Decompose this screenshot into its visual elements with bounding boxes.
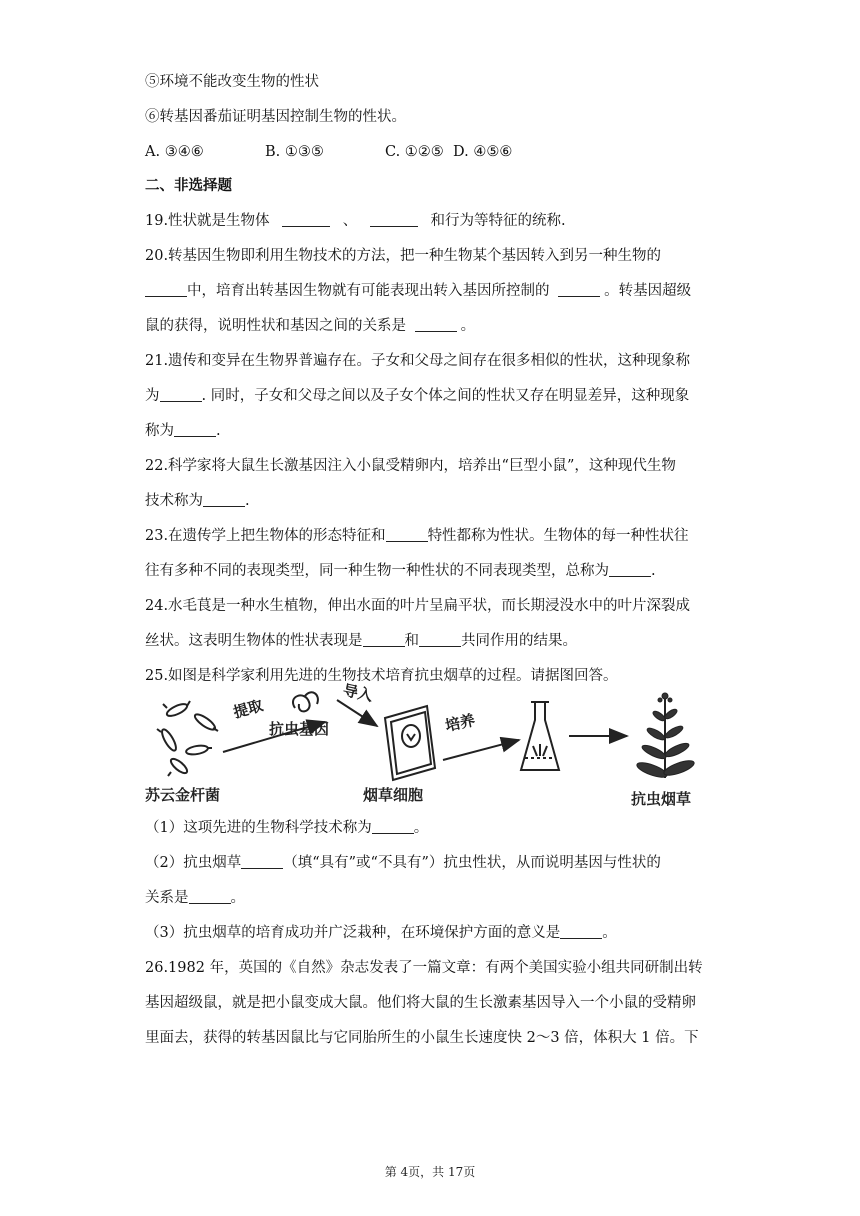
page-footer: 第 4页，共 17页 <box>384 1165 476 1179</box>
answer-blank[interactable] <box>189 888 231 904</box>
q20-text-3b: 。 <box>460 318 476 334</box>
question-19 <box>145 211 566 231</box>
answer-blank[interactable] <box>145 281 187 297</box>
q25-sub2-text: （2）抗虫烟草 <box>145 855 242 871</box>
q21-text-2a: 为 <box>145 388 160 404</box>
label-cell: 烟草细胞 <box>363 786 424 804</box>
answer-blank[interactable] <box>160 386 202 402</box>
q19-text-b: 、 <box>342 213 358 229</box>
q19-text-a: 19.性状就是生物体 <box>145 213 270 229</box>
tobacco-plant-icon <box>635 693 695 780</box>
q25-sub1-text: （1）这项先进的生物科学技术称为 <box>145 820 372 836</box>
q25-sub2-text-b: （填“具有”或“不具有”）抗虫性状，从而说明基因与性状的 <box>283 855 661 871</box>
answer-blank[interactable] <box>560 923 602 939</box>
q25-sub3-text: （3）抗虫烟草的培育成功并广泛栽种，在环境保护方面的意义是 <box>145 925 561 941</box>
question-24-line-1: 24.水毛茛是一种水生植物，伸出水面的叶片呈扁平状，而长期浸没水中的叶片深裂成 <box>145 598 691 614</box>
answer-blank[interactable] <box>415 316 457 332</box>
question-23-line-2 <box>145 561 656 581</box>
diagram-graphics <box>145 688 715 808</box>
answer-blank[interactable] <box>203 491 245 507</box>
label-extract: 提取 <box>231 696 266 722</box>
q22-text-2a: 技术称为 <box>145 493 203 509</box>
choice-c: C. ①②⑤ <box>385 144 444 160</box>
q19-text-c: 和行为等特征的统称. <box>430 213 566 229</box>
question-25-sub-2-cont <box>145 888 245 908</box>
option-item-6: ⑥转基因番茄证明基因控制生物的性状。 <box>145 109 406 125</box>
q21-text-3b: . <box>216 423 221 439</box>
tobacco-cell-icon <box>385 706 435 780</box>
choice-b: B. ①③⑤ <box>265 144 324 160</box>
question-21-line-2 <box>145 386 689 406</box>
q23-text-2b: . <box>651 563 656 579</box>
label-insert: 导入 <box>341 681 375 705</box>
q24-text-2a: 丝状。这表明生物体的性状表现是 <box>145 633 363 649</box>
q25-sub1-end: 。 <box>413 820 429 836</box>
question-26-line-3: 里面去，获得的转基因鼠比与它同胎所生的小鼠生长速度快 2～3 倍，体积大 1 倍。下 <box>145 1030 699 1046</box>
answer-blank[interactable] <box>419 631 461 647</box>
question-26-line-2: 基因超级鼠，就是把小鼠变成大鼠。他们将大鼠的生长激素基因导入一个小鼠的受精卵 <box>145 995 696 1011</box>
q25-sub2-text-c: 关系是 <box>145 890 189 906</box>
answer-blank[interactable] <box>558 281 600 297</box>
question-25-sub-1 <box>145 818 428 838</box>
answer-blank[interactable] <box>609 561 651 577</box>
bacteria-icon <box>157 701 218 776</box>
choice-a: A. ③④⑥ <box>145 144 204 160</box>
q23-text-1b: 特性都称为性状。生物体的每一种性状往 <box>427 528 689 544</box>
option-item-5: ⑤环境不能改变生物的性状 <box>145 74 319 90</box>
question-20-line-3 <box>145 316 475 336</box>
q20-text-2a: 中，培育出转基因生物就有可能表现出转入基因所控制的 <box>187 283 550 299</box>
label-gene: 抗虫基因 <box>269 720 330 738</box>
q21-text-3a: 称为 <box>145 423 174 439</box>
question-20-line-1: 20.转基因生物即利用生物技术的方法，把一种生物某个基因转入到另一种生物的 <box>145 248 662 264</box>
answer-blank[interactable] <box>363 631 405 647</box>
gene-icon <box>293 692 318 711</box>
question-25-stem: 25.如图是科学家利用先进的生物技术培育抗虫烟草的过程。请据图回答。 <box>145 668 618 684</box>
q24-text-2b: 和 <box>404 633 419 649</box>
tobacco-process-diagram <box>145 681 715 813</box>
answer-blank[interactable] <box>372 818 414 834</box>
question-22-line-1: 22.科学家将大鼠生长激基因注入小鼠受精卵内，培养出“巨型小鼠”，这种现代生物 <box>145 458 676 474</box>
label-culture: 培养 <box>443 711 477 735</box>
answer-blank[interactable] <box>386 526 428 542</box>
question-21-line-1: 21.遗传和变异在生物界普遍存在。子女和父母之间存在很多相似的性状，这种现象称 <box>145 353 691 369</box>
answer-blank[interactable] <box>241 853 283 869</box>
question-25-sub-2 <box>145 853 661 873</box>
question-26-line-1: 26.1982 年，英国的《自然》杂志发表了一篇文章：有两个美国实验小组共同研制出转 <box>145 960 703 976</box>
question-23-line-1 <box>145 526 689 546</box>
q23-text-1a: 23.在遗传学上把生物体的形态特征和 <box>145 528 386 544</box>
choice-d: D. ④⑤⑥ <box>453 144 513 160</box>
label-source: 苏云金杆菌 <box>145 786 221 804</box>
q24-text-2c: 共同作用的结果。 <box>461 633 577 649</box>
q25-sub2-end: 。 <box>230 890 245 906</box>
question-20-line-2 <box>145 281 691 301</box>
culture-flask-icon <box>521 702 559 770</box>
q23-text-2a: 往有多种不同的表现类型，同一种生物一种性状的不同表现类型，总称为 <box>145 563 609 579</box>
question-21-line-3 <box>145 421 221 441</box>
label-product: 抗虫烟草 <box>631 790 692 808</box>
answer-blank[interactable] <box>282 211 330 227</box>
section-title: 二、非选择题 <box>145 177 232 194</box>
answer-blank[interactable] <box>370 211 418 227</box>
q21-text-2b: . 同时，子女和父母之间以及子女个体之间的性状又存在明显差异，这种现象 <box>201 388 690 404</box>
q20-text-2b: 。转基因超级 <box>604 283 692 299</box>
answer-blank[interactable] <box>174 421 216 437</box>
q25-sub3-end: 。 <box>602 925 617 941</box>
question-22-line-2 <box>145 491 250 511</box>
question-24-line-2 <box>145 631 577 651</box>
q20-text-3a: 鼠的获得，说明性状和基因之间的关系是 <box>145 318 406 334</box>
question-25-sub-3 <box>145 923 617 943</box>
q22-text-2b: . <box>245 493 250 509</box>
